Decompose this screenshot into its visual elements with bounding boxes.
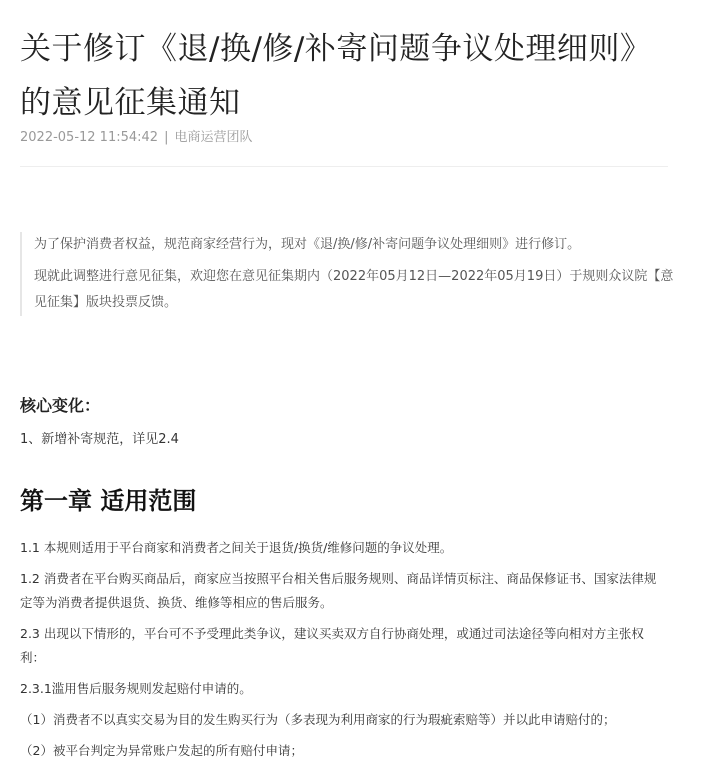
- article-title: 关于修订《退/换/修/补寄问题争议处理细则》的意见征集通知: [20, 31, 652, 121]
- author-name: 电商运营团队: [174, 130, 253, 145]
- core-changes-heading: 核心变化：: [20, 396, 101, 415]
- paragraph-item-1: （1）消费者不以真实交易为目的发生购买行为（多表现为利用商家的行为瑕疵索赔等）并以此申请赔付的；: [20, 712, 616, 727]
- article-meta: [20, 128, 252, 148]
- core-change-item: 1、新增补寄规范，详见2.4: [20, 432, 179, 447]
- chapter-heading: 第一章 适用范围: [20, 487, 197, 515]
- meta-separator: |: [164, 130, 169, 145]
- publish-date: 2022-05-12 11:54:42: [20, 130, 159, 145]
- intro-blockquote: [20, 232, 684, 316]
- intro-line-2: 现就此调整进行意见征集，欢迎您在意见征集期内（2022年05月12日—2022年05月19日）于规则众议院【意见征集】版块投票反馈。: [34, 269, 674, 310]
- paragraph-1-2: 1.2 消费者在平台购买商品后，商家应当按照平台相关售后服务规则、商品详情页标注、商品保修证书、国家法律规定等为消费者提供退货、换货、维修等相应的售后服务。: [20, 571, 657, 610]
- paragraph-1-1: 1.1 本规则适用于平台商家和消费者之间关于退货/换货/维修问题的争议处理。: [20, 540, 453, 555]
- intro-line-1: 为了保护消费者权益，规范商家经营行为，现对《退/换/修/补寄问题争议处理细则》进行修订。: [34, 237, 581, 252]
- paragraph-2-3-1: 2.3.1滥用售后服务规则发起赔付申请的。: [20, 681, 252, 696]
- paragraph-item-2: （2）被平台判定为异常账户发起的所有赔付申请；: [20, 743, 303, 758]
- chapter-body: [20, 536, 668, 770]
- divider: [20, 166, 668, 167]
- paragraph-2-3: 2.3 出现以下情形的，平台可不予受理此类争议，建议买卖双方自行协商处理，或通过司法途径等向相对方主张权利：: [20, 626, 644, 665]
